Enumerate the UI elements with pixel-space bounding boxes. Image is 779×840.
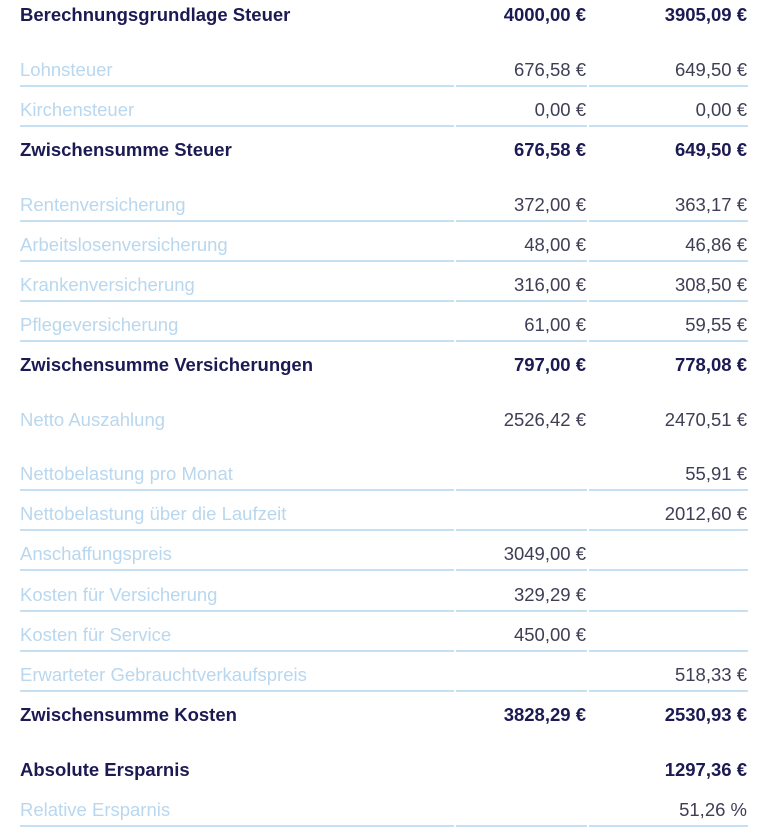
row-value-col2: 2530,93 €: [664, 704, 747, 725]
row-divider: [20, 260, 454, 262]
row-value-col1: 3828,29 €: [503, 704, 586, 725]
row-label: Kosten für Service: [20, 624, 172, 645]
row-divider: [20, 489, 454, 491]
row-divider: [456, 825, 587, 827]
row-value-col2: 59,55 €: [685, 314, 747, 335]
row-divider: [456, 650, 587, 652]
row-divider: [589, 260, 748, 262]
row-value-col2: 0,00 €: [695, 99, 747, 120]
row-value-col1: 450,00 €: [513, 624, 586, 645]
row-value-col1: 329,29 €: [513, 584, 586, 605]
row-value-col2: 1297,36 €: [664, 759, 747, 780]
row-divider: [20, 569, 454, 571]
row-divider: [20, 690, 454, 692]
row-value-col1: 797,00 €: [513, 354, 586, 375]
row-divider: [456, 690, 587, 692]
table-row-zwischensumme-steuer: [0, 135, 779, 175]
row-value-col2: 2470,51 €: [664, 409, 747, 430]
row-label: Berechnungsgrundlage Steuer: [20, 4, 291, 25]
row-divider: [589, 85, 748, 87]
row-value-col1: 3049,00 €: [503, 543, 586, 564]
row-value-col2: 51,26 %: [679, 799, 747, 820]
row-divider: [589, 610, 748, 612]
row-divider: [456, 300, 587, 302]
row-label: Anschaffungspreis: [20, 543, 172, 564]
table-row-zwischensumme-kosten: [0, 700, 779, 740]
row-divider: [20, 340, 454, 342]
table-row-lohnsteuer: [0, 55, 779, 95]
row-label: Relative Ersparnis: [20, 799, 171, 820]
row-divider: [456, 529, 587, 531]
row-divider: [456, 569, 587, 571]
row-divider: [20, 125, 454, 127]
row-label: Nettobelastung pro Monat: [20, 463, 233, 484]
row-label: Krankenversicherung: [20, 274, 195, 295]
row-divider: [589, 569, 748, 571]
row-label: Zwischensumme Kosten: [20, 704, 237, 725]
row-divider: [589, 125, 748, 127]
row-divider: [589, 529, 748, 531]
row-label: Rentenversicherung: [20, 194, 186, 215]
row-divider: [456, 260, 587, 262]
table-row-relative-ersparnis: [0, 795, 779, 835]
row-divider: [20, 85, 454, 87]
row-value-col1: 316,00 €: [513, 274, 586, 295]
row-divider: [20, 825, 454, 827]
row-value-col2: 3905,09 €: [664, 4, 747, 25]
row-label: Kosten für Versicherung: [20, 584, 218, 605]
row-divider: [20, 220, 454, 222]
table-row-nettobelastung-laufzeit: [0, 499, 779, 539]
row-value-col2: 46,86 €: [685, 234, 747, 255]
table-row-anschaffungspreis: [0, 539, 779, 579]
row-divider: [589, 650, 748, 652]
row-divider: [589, 489, 748, 491]
row-divider: [589, 300, 748, 302]
row-value-col2: 649,50 €: [674, 139, 747, 160]
row-divider: [589, 220, 748, 222]
row-label: Erwarteter Gebrauchtverkaufspreis: [20, 664, 307, 685]
table-row-pflegeversicherung: [0, 310, 779, 350]
row-divider: [589, 340, 748, 342]
row-value-col2: 308,50 €: [674, 274, 747, 295]
row-divider: [456, 85, 587, 87]
table-row-gebrauchtverkaufspreis: [0, 660, 779, 700]
row-value-col1: 372,00 €: [513, 194, 586, 215]
row-value-col2: 2012,60 €: [664, 503, 747, 524]
row-value-col1: 2526,42 €: [503, 409, 586, 430]
row-divider: [20, 610, 454, 612]
row-label: Pflegeversicherung: [20, 314, 179, 335]
row-label: Arbeitslosenversicherung: [20, 234, 228, 255]
table-row-kosten-service: [0, 620, 779, 660]
row-label: Kirchensteuer: [20, 99, 135, 120]
table-row-netto-auszahlung: [0, 405, 779, 445]
row-value-col1: 676,58 €: [513, 139, 586, 160]
row-value-col1: 0,00 €: [534, 99, 586, 120]
row-value-col2: 363,17 €: [674, 194, 747, 215]
row-label: Lohnsteuer: [20, 59, 113, 80]
row-label: Zwischensumme Versicherungen: [20, 354, 314, 375]
row-divider: [20, 300, 454, 302]
table-row-absolute-ersparnis: [0, 755, 779, 795]
row-value-col2: 649,50 €: [674, 59, 747, 80]
row-divider: [456, 489, 587, 491]
table-row-rentenversicherung: [0, 190, 779, 230]
row-divider: [20, 650, 454, 652]
row-divider: [456, 610, 587, 612]
row-label: Netto Auszahlung: [20, 409, 166, 430]
row-value-col2: 55,91 €: [685, 463, 747, 484]
row-divider: [589, 825, 748, 827]
row-divider: [456, 220, 587, 222]
row-label: Zwischensumme Steuer: [20, 139, 232, 160]
row-value-col1: 676,58 €: [513, 59, 586, 80]
table-row-zwischensumme-versicherungen: [0, 350, 779, 390]
row-divider: [589, 690, 748, 692]
row-value-col2: 778,08 €: [674, 354, 747, 375]
table-row-nettobelastung-pro-monat: [0, 459, 779, 499]
table-row-krankenversicherung: [0, 270, 779, 310]
row-value-col2: 518,33 €: [674, 664, 747, 685]
row-value-col1: 4000,00 €: [503, 4, 586, 25]
row-divider: [20, 529, 454, 531]
table-row-berechnungsgrundlage-steuer: [0, 0, 779, 40]
table-row-kosten-versicherung: [0, 580, 779, 620]
table-row-kirchensteuer: [0, 95, 779, 135]
row-label: Absolute Ersparnis: [20, 759, 190, 780]
row-value-col1: 48,00 €: [524, 234, 586, 255]
row-label: Nettobelastung über die Laufzeit: [20, 503, 287, 524]
table-row-arbeitslosenversicherung: [0, 230, 779, 270]
row-divider: [456, 340, 587, 342]
row-divider: [456, 125, 587, 127]
row-value-col1: 61,00 €: [524, 314, 586, 335]
